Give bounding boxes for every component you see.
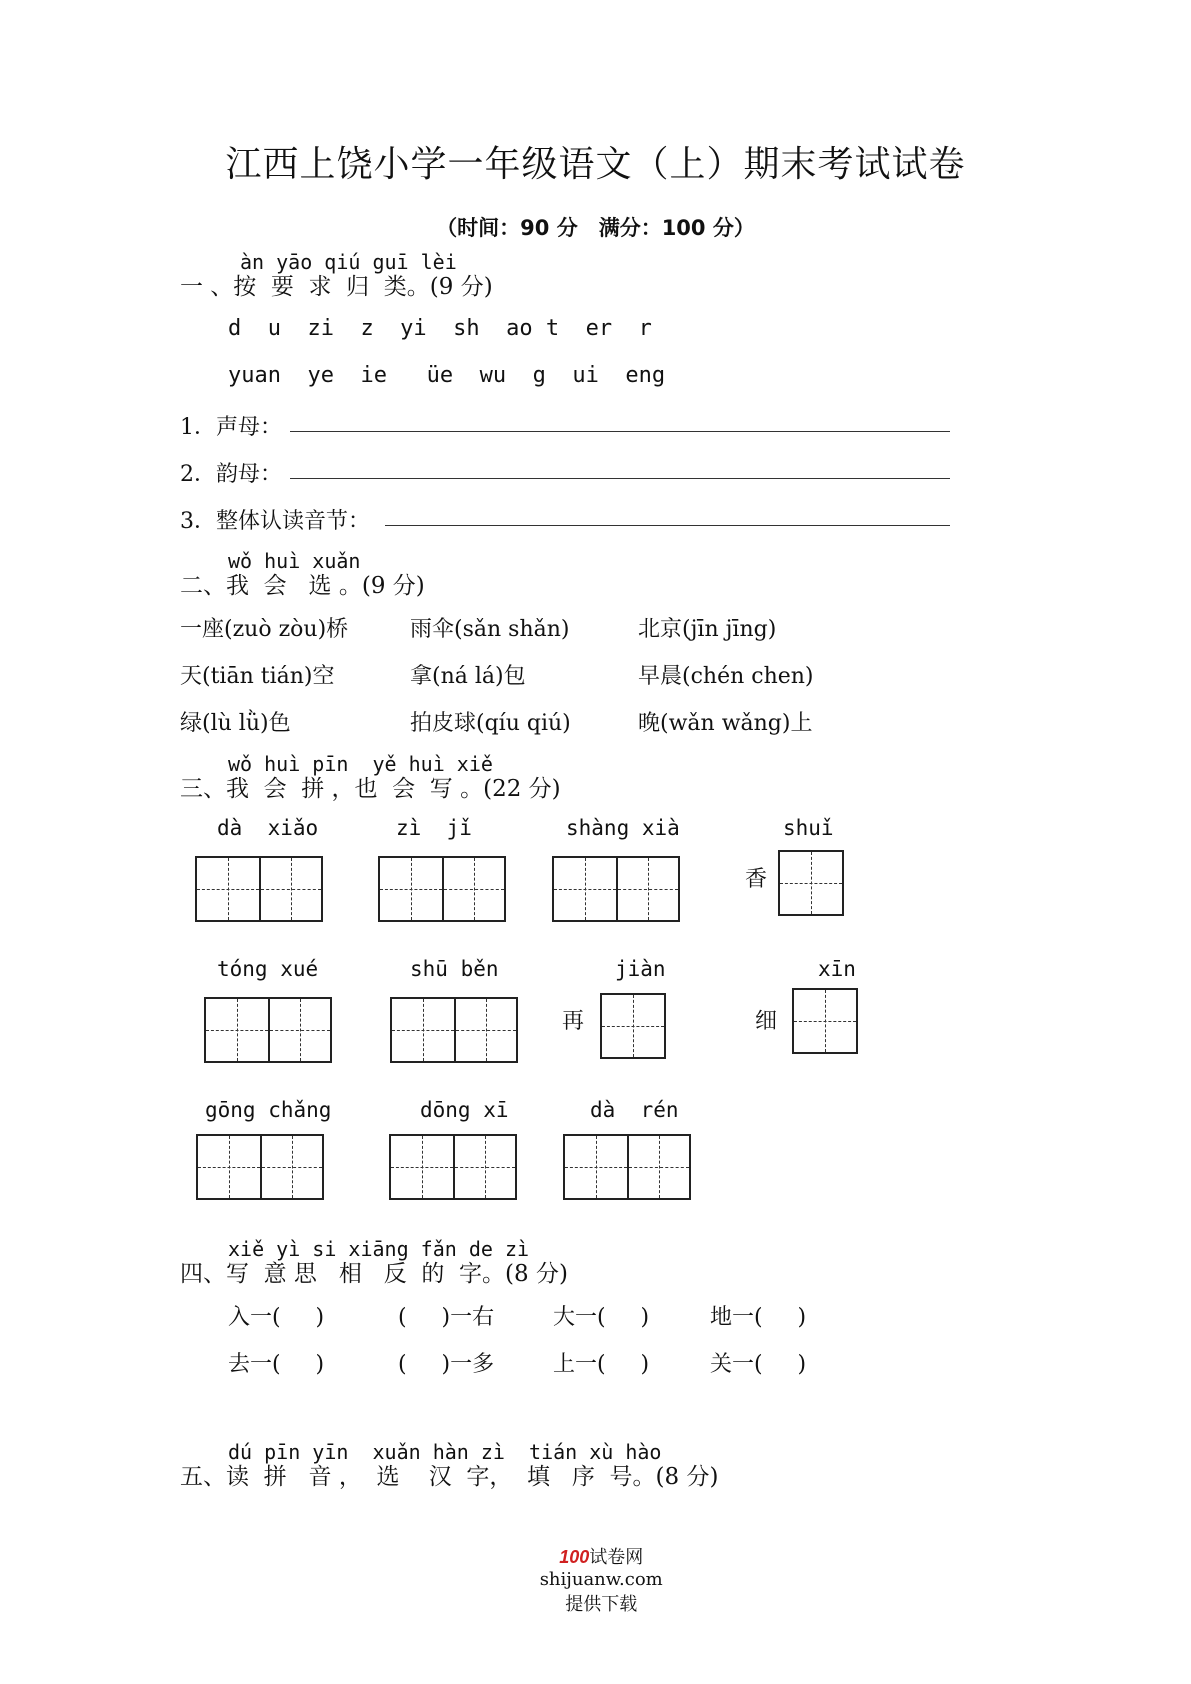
section1-pinyin: àn yāo qiú guī lèi (240, 250, 457, 274)
tian-grid[interactable] (778, 850, 844, 916)
opposite-item[interactable]: 去一( ) (228, 1352, 325, 1377)
tian-grid[interactable] (389, 1134, 517, 1200)
pinyin-label: gōng chǎng (205, 1098, 332, 1122)
page-title: 江西上饶小学一年级语文（上）期末考试试卷 (225, 144, 966, 185)
pinyin-label: dà xiǎo (217, 816, 319, 840)
q3-label: 3．整体认读音节： (180, 509, 370, 534)
section2-heading: 二、我 会 选 。(9 分) (180, 573, 425, 599)
choice-item[interactable]: 拿(ná lá)包 (410, 664, 526, 689)
tian-grid[interactable] (552, 856, 680, 922)
choice-item[interactable]: 一座(zuò zòu)桥 (180, 617, 349, 642)
choice-item[interactable]: 绿(lù lǜ)色 (180, 711, 291, 736)
opposite-item[interactable]: 大一( ) (553, 1305, 650, 1330)
tian-grid[interactable] (792, 988, 858, 1054)
q2-label: 2．韵母： (180, 462, 282, 487)
section4-heading: 四、写 意 思 相 反 的 字。(8 分) (180, 1261, 568, 1287)
pinyin-label: zì jǐ (396, 816, 472, 840)
section1-row2: yuan ye ie üe wu g ui eng (228, 363, 666, 388)
pinyin-label: xīn (818, 957, 856, 981)
choice-item[interactable]: 晚(wǎn wǎng)上 (638, 711, 813, 736)
q2-answer-line[interactable] (290, 478, 950, 479)
page-subtitle: （时间：90 分 满分：100 分） (436, 216, 755, 240)
section2-pinyin: wǒ huì xuǎn (228, 549, 361, 573)
pinyin-label: shū běn (410, 957, 499, 981)
footer (0, 1522, 1191, 1616)
tian-grid[interactable] (390, 997, 518, 1063)
q1-label: 1．声母： (180, 415, 282, 440)
q1-answer-line[interactable] (290, 431, 950, 432)
section3-heading: 三、我 会 拼 ，也 会 写 。(22 分) (180, 776, 561, 802)
opposite-item[interactable]: ( )一右 (398, 1305, 495, 1330)
section3-pinyin: wǒ huì pīn yě huì xiě (228, 752, 493, 776)
footer-note: 提供下载 (565, 1594, 638, 1615)
footer-site[interactable]: shijuanw.com (539, 1569, 663, 1590)
tian-grid[interactable] (204, 997, 332, 1063)
pinyin-label: jiàn (615, 957, 666, 981)
choice-item[interactable]: 雨伞(sǎn shǎn) (410, 617, 570, 642)
logo-text: 试卷网 (589, 1547, 644, 1568)
footer-logo (559, 1547, 643, 1568)
tian-grid[interactable] (600, 993, 666, 1059)
tian-grid[interactable] (378, 856, 506, 922)
opposite-item[interactable]: 入一( ) (228, 1305, 325, 1330)
pinyin-label: dà rén (590, 1098, 679, 1122)
tian-grid[interactable] (196, 1134, 324, 1200)
prompt-char: 香 (745, 867, 768, 892)
section4-pinyin: xiě yì si xiāng fǎn de zì (228, 1237, 530, 1261)
choice-item[interactable]: 天(tiān tián)空 (180, 664, 335, 689)
tian-grid[interactable] (563, 1134, 691, 1200)
prompt-char: 再 (562, 1009, 585, 1034)
opposite-item[interactable]: 关一( ) (710, 1352, 807, 1377)
pinyin-label: shuǐ (783, 816, 834, 840)
section5-pinyin: dú pīn yīn xuǎn hàn zì tián xù hào (228, 1440, 662, 1464)
opposite-item[interactable]: 上一( ) (553, 1352, 650, 1377)
q3-answer-line[interactable] (385, 525, 950, 526)
pinyin-label: shàng xià (566, 816, 680, 840)
section5-heading: 五、读 拼 音 ， 选 汉 字， 填 序 号。(8 分) (180, 1464, 719, 1490)
choice-item[interactable]: 早晨(chén chen) (638, 664, 814, 689)
opposite-item[interactable]: 地一( ) (710, 1305, 807, 1330)
logo-number: 100 (559, 1547, 590, 1567)
pinyin-label: dōng xī (420, 1098, 509, 1122)
section1-row1: d u zi z yi sh ao t er r (228, 316, 652, 341)
opposite-item[interactable]: ( )一多 (398, 1352, 495, 1377)
choice-item[interactable]: 拍皮球(qíu qiú) (410, 711, 571, 736)
prompt-char: 细 (755, 1009, 778, 1034)
pinyin-label: tóng xué (217, 957, 319, 981)
tian-grid[interactable] (195, 856, 323, 922)
section1-heading: 一 、按 要 求 归 类。(9 分) (180, 274, 493, 300)
choice-item[interactable]: 北京(jīn jīng) (638, 617, 777, 642)
